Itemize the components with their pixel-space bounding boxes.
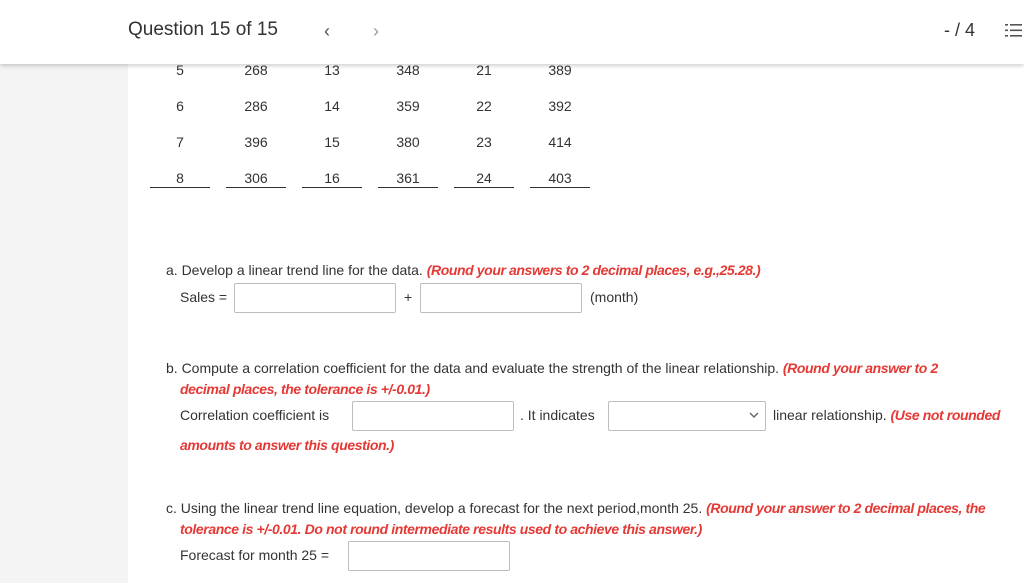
part-b-prompt [166,360,938,376]
part-b-hint: (Round your answer to 2 [782,360,938,376]
relationship-label [773,407,1000,423]
table-cell: 6 [176,98,184,114]
table-cell: 16 [302,170,362,188]
left-gutter [0,64,128,583]
relationship-text: linear relationship. [773,407,891,423]
table-cell: 13 [324,64,340,78]
next-question-button[interactable] [365,18,387,44]
slope-input[interactable] [421,284,581,312]
part-c-text: c. Using the linear trend line equation, develop a forecast for the next period,month 25. [166,500,707,516]
table-cell: 14 [324,98,340,114]
chevron-down-icon [749,408,759,425]
table-cell: 22 [476,98,492,114]
table-cell: 286 [244,98,268,114]
correlation-label: Correlation coefficient is [180,407,330,423]
table-cell: 348 [396,64,420,78]
part-a-hint: (Round your answers to 2 decimal places, e.g.,25.28.) [426,262,761,278]
table-cell: 403 [530,170,590,188]
slope-input-field[interactable] [420,283,582,313]
sales-label: Sales = [180,289,228,305]
part-c-hint-continued: tolerance is +/-0.01. Do not round intermediate results used to achieve this answer.) [180,521,702,537]
table-cell: 389 [548,64,572,78]
question-counter: Question 15 of 15 [128,19,278,40]
part-b-text: b. Compute a correlation coefficient for the data and evaluate the strength of the linear relationship. [166,360,783,376]
table-cell: 359 [396,98,420,114]
plus-sign: + [404,289,413,305]
table-cell: 361 [378,170,438,188]
indicates-label: . It indicates [520,407,595,423]
chevron-left-icon: ‹ [324,21,330,41]
question-list-icon[interactable] [1004,21,1024,41]
forecast-label: Forecast for month 25 = [180,547,330,563]
chevron-right-icon: › [373,21,379,41]
part-c-prompt [166,500,985,516]
strength-dropdown[interactable] [608,401,766,431]
table-cell: 15 [324,134,340,150]
intercept-input[interactable] [235,284,395,312]
part-a-prompt [166,262,760,278]
table-cell: 414 [548,134,572,150]
score-display: - / 4 [944,20,976,40]
table-row [128,64,598,82]
table-cell: 5 [176,64,184,78]
part-a-text: a. Develop a linear trend line for the data. [166,262,427,278]
table-cell: 8 [150,170,210,188]
question-header [0,0,1024,64]
table-cell: 268 [244,64,268,78]
correlation-input[interactable] [353,402,513,430]
question-content [128,64,1024,583]
table-cell: 392 [548,98,572,114]
table-cell: 21 [476,64,492,78]
table-row [128,134,598,154]
table-row [128,170,598,190]
table-cell: 24 [454,170,514,188]
intercept-input-field[interactable] [234,283,396,313]
table-cell: 306 [226,170,286,188]
correlation-input-field[interactable] [352,401,514,431]
table-cell: 23 [476,134,492,150]
unrounded-hint-continued: amounts to answer this question.) [180,437,394,453]
previous-question-button[interactable] [316,18,338,44]
table-cell: 396 [244,134,268,150]
month-label: (month) [590,289,639,305]
table-cell: 7 [176,134,184,150]
part-c-hint: (Round your answer to 2 decimal places, the [706,500,986,516]
unrounded-hint: (Use not rounded [890,407,1000,423]
part-b-hint-continued: decimal places, the tolerance is +/-0.01.) [180,381,430,397]
table-cell: 380 [396,134,420,150]
forecast-input[interactable] [349,542,509,570]
table-row [128,98,598,118]
forecast-input-field[interactable] [348,541,510,571]
